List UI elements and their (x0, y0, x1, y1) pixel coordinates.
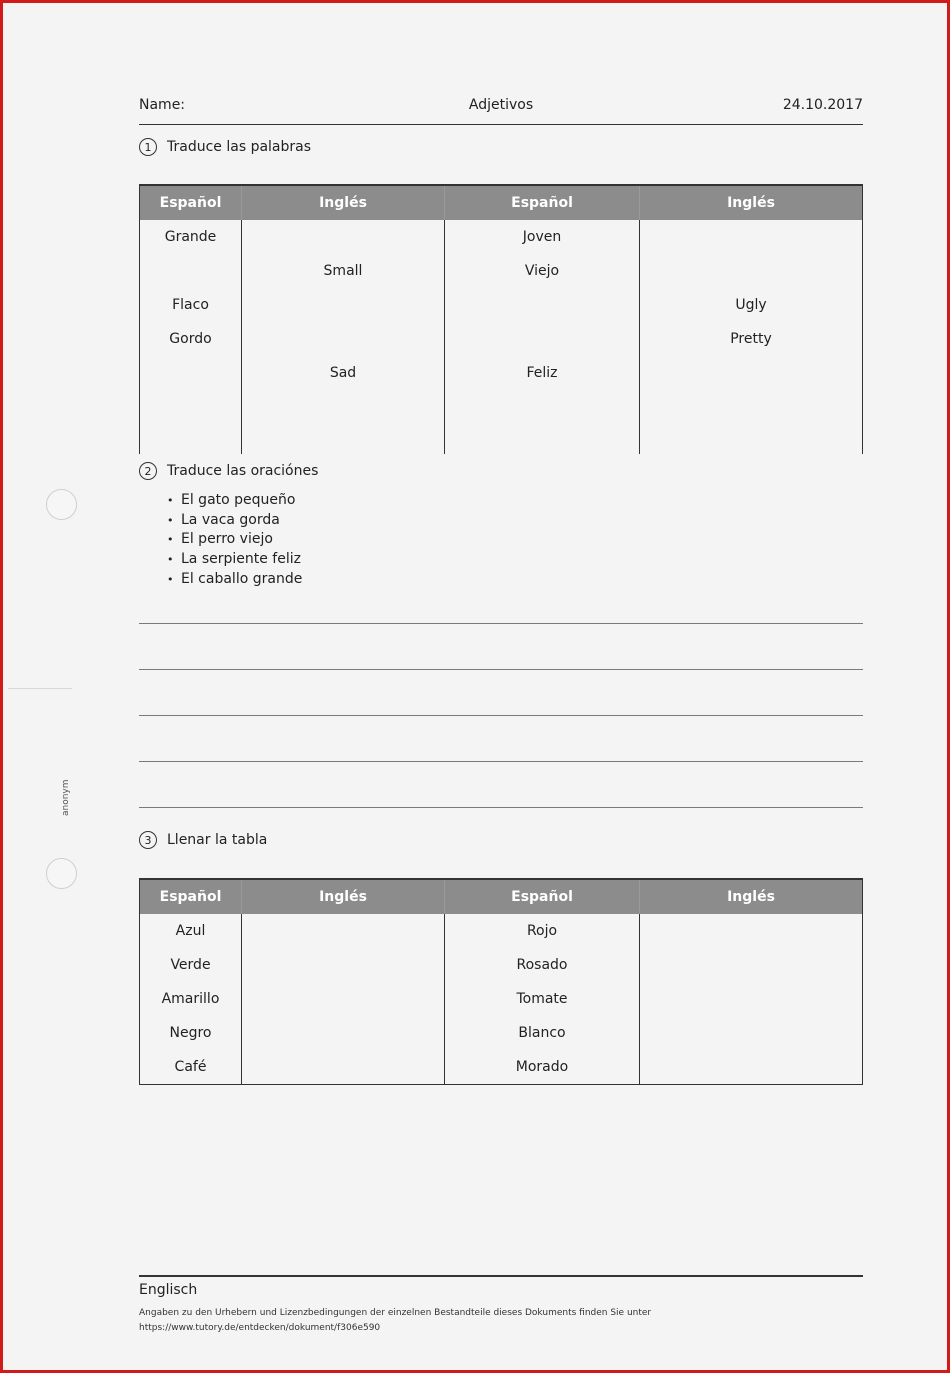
task-1-heading (139, 138, 311, 156)
table-cell: Café (140, 1050, 242, 1084)
table-cell: Amarillo (140, 982, 242, 1016)
list-item: • El caballo grande (167, 570, 302, 590)
task-3-table (139, 878, 863, 1085)
answer-cell[interactable] (640, 254, 863, 288)
task-1-title: Traduce las palabras (167, 139, 312, 155)
answer-cell[interactable] (242, 982, 445, 1016)
table-row (140, 254, 863, 288)
answer-cell[interactable] (242, 288, 445, 322)
task-2-title: Traduce las oraciónes (167, 463, 319, 479)
worksheet-date: 24.10.2017 (782, 97, 863, 113)
table-cell: Flaco (140, 288, 242, 322)
table-row (140, 356, 863, 390)
column-header: Inglés (242, 185, 445, 220)
answer-cell[interactable] (242, 914, 445, 948)
footer-subject: Englisch (139, 1282, 198, 1298)
task-1-table (139, 184, 863, 454)
table-row (140, 914, 863, 948)
table-row (140, 288, 863, 322)
answer-cell[interactable] (140, 356, 242, 390)
name-label: Name: (139, 97, 186, 113)
table-cell: Blanco (445, 1016, 640, 1050)
answer-cell[interactable] (445, 322, 640, 356)
task-1-number: 1 (139, 138, 157, 156)
answer-cell[interactable] (445, 288, 640, 322)
empty-cell (242, 390, 445, 454)
task-3-title: Llenar la tabla (167, 832, 268, 848)
task-2-number: 2 (139, 462, 157, 480)
table-cell: Small (242, 254, 445, 288)
table-cell: Grande (140, 220, 242, 254)
table-cell: Feliz (445, 356, 640, 390)
table-cell: Tomate (445, 982, 640, 1016)
answer-cell[interactable] (242, 220, 445, 254)
empty-cell (445, 390, 640, 454)
writing-line[interactable] (139, 669, 863, 670)
writing-line[interactable] (139, 715, 863, 716)
writing-line[interactable] (139, 761, 863, 762)
column-header: Español (445, 879, 640, 914)
answer-cell[interactable] (640, 982, 863, 1016)
answer-cell[interactable] (640, 948, 863, 982)
empty-cell (140, 390, 242, 454)
sentence-list (167, 491, 302, 590)
table-row (140, 1016, 863, 1050)
punch-hole-top (46, 489, 77, 520)
answer-cell[interactable] (140, 254, 242, 288)
table-cell: Viejo (445, 254, 640, 288)
table-row (140, 1050, 863, 1084)
table-cell: Azul (140, 914, 242, 948)
table-row (140, 982, 863, 1016)
task-3-number: 3 (139, 831, 157, 849)
answer-cell[interactable] (242, 1016, 445, 1050)
column-header: Español (445, 185, 640, 220)
footer-rule (139, 1275, 863, 1277)
answer-cell[interactable] (242, 1050, 445, 1084)
table-row (140, 220, 863, 254)
answer-cell[interactable] (640, 356, 863, 390)
table-cell: Morado (445, 1050, 640, 1084)
attribution-url[interactable]: https://www.tutory.de/entdecken/dokument/f306e590 (139, 1323, 381, 1333)
author-label: anonym (61, 779, 71, 816)
worksheet-header (139, 96, 863, 125)
footer-attribution (139, 1306, 651, 1336)
attribution-text: Angaben zu den Urhebern und Lizenzbedingungen der einzelnen Bestandteile dieses Dokuments finden Sie unter (139, 1308, 652, 1318)
worksheet-title: Adjetivos (468, 97, 534, 113)
column-header: Español (140, 185, 242, 220)
punch-hole-bottom (46, 858, 77, 889)
task-2-heading (139, 462, 318, 480)
task-3-heading (139, 831, 267, 849)
table-cell: Negro (140, 1016, 242, 1050)
table-cell: Pretty (640, 322, 863, 356)
fold-mark (8, 688, 72, 689)
column-header: Inglés (640, 185, 863, 220)
table-cell: Gordo (140, 322, 242, 356)
table-header-row (140, 879, 863, 914)
table-cell: Ugly (640, 288, 863, 322)
table-filler-row (140, 390, 863, 454)
table-row (140, 322, 863, 356)
list-item: • El perro viejo (167, 530, 302, 550)
writing-line[interactable] (139, 623, 863, 624)
table-cell: Rojo (445, 914, 640, 948)
table-cell: Joven (445, 220, 640, 254)
list-item: • La vaca gorda (167, 511, 302, 531)
table-cell: Sad (242, 356, 445, 390)
answer-cell[interactable] (242, 948, 445, 982)
table-row (140, 948, 863, 982)
column-header: Inglés (640, 879, 863, 914)
answer-cell[interactable] (640, 1050, 863, 1084)
empty-cell (640, 390, 863, 454)
answer-cell[interactable] (242, 322, 445, 356)
column-header: Español (140, 879, 242, 914)
answer-cell[interactable] (640, 1016, 863, 1050)
list-item: • El gato pequeño (167, 491, 302, 511)
table-cell: Verde (140, 948, 242, 982)
table-header-row (140, 185, 863, 220)
column-header: Inglés (242, 879, 445, 914)
writing-line[interactable] (139, 807, 863, 808)
list-item: • La serpiente feliz (167, 550, 302, 570)
answer-cell[interactable] (640, 914, 863, 948)
answer-cell[interactable] (640, 220, 863, 254)
table-cell: Rosado (445, 948, 640, 982)
